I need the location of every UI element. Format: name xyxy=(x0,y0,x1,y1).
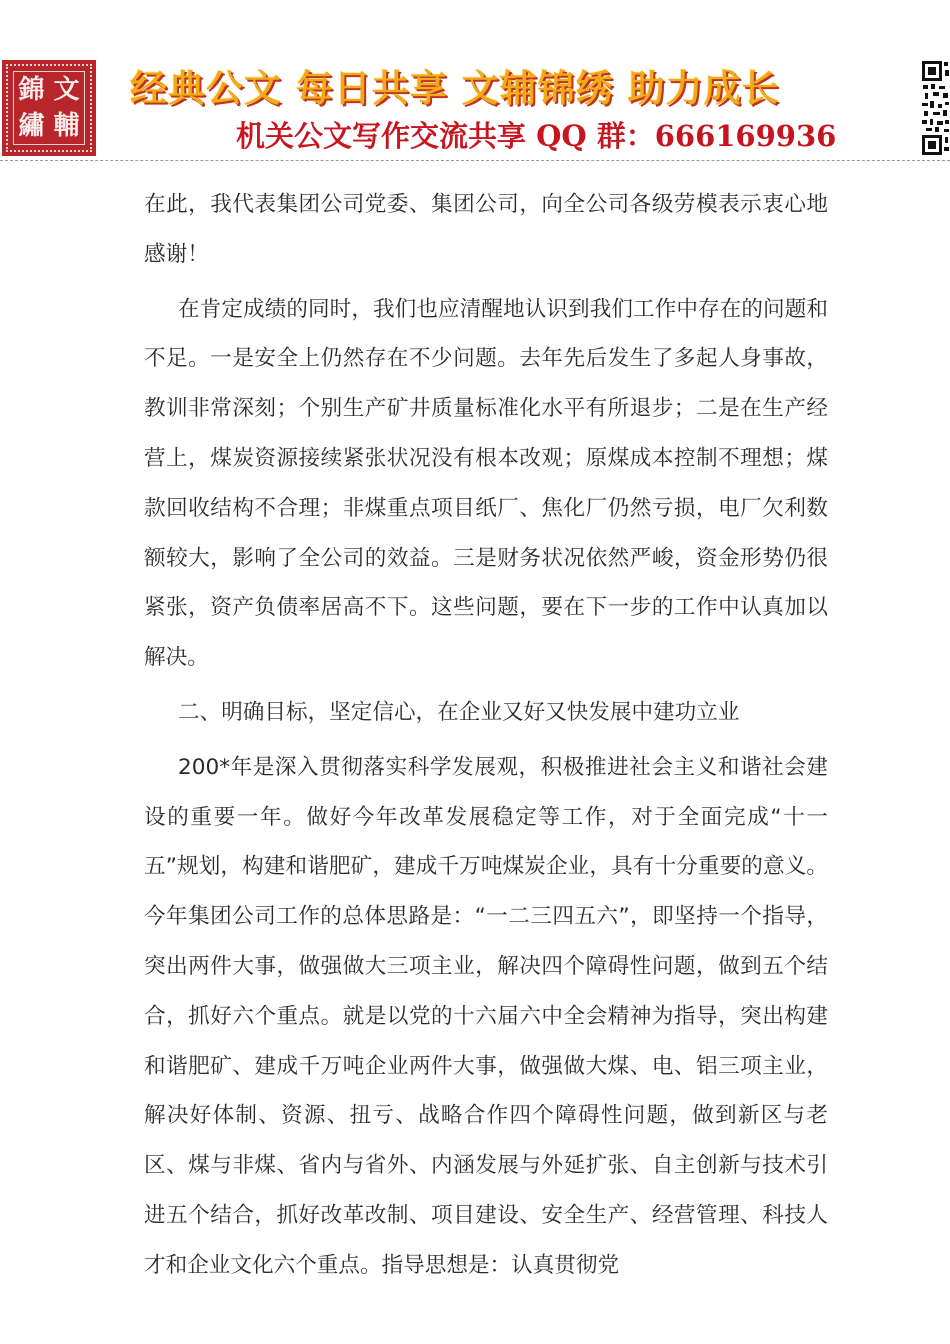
qr-code-icon xyxy=(921,60,950,156)
banner-qq-group: 机关公文写作交流共享 QQ 群：666169936 xyxy=(236,119,837,153)
paragraph: 200*年是深入贯彻落实科学发展观，积极推进社会主义和谐社会建设的重要一年。做好今年改革发展稳定等工作，对于全面完成“十一五”规划，构建和谐肥矿，建成千万吨煤炭企业，具有十分重要的意义。今年集团公司工作的总体思路是：“一二三四五六”，即坚持一个指导，突出两件大事，做强做大三项主业，解决四个障碍性问题，做到五个结合，抓好六个重点。就是以党的十六届六中全会精神为指导，突出构建和谐肥矿、建成千万吨企业两件大事，做强做大煤、电、铝三项主业，解决好体制、资源、扭亏、战略合作四个障碍性问题，做到新区与老区、煤与非煤、省内与省外、内涵发展与外延扩张、自主创新与技术引进五个结合，抓好改革改制、项目建设、安全生产、经营管理、科技人才和企业文化六个重点。指导思想是：认真贯彻党 xyxy=(144,754,828,1278)
seal-char: 文 xyxy=(53,75,80,105)
seal-logo xyxy=(2,60,96,156)
seal-char: 輔 xyxy=(53,111,80,141)
paragraph: 在此，我代表集团公司党委、集团公司，向全公司各级劳模表示衷心地感谢！ xyxy=(144,192,828,267)
seal-characters xyxy=(13,71,85,145)
section-heading: 二、明确目标，坚定信心，在企业又好又快发展中建功立业 xyxy=(178,699,740,725)
document-body xyxy=(144,180,828,1291)
seal-char: 錦 xyxy=(18,75,45,105)
seal-char: 繡 xyxy=(18,111,45,141)
header-banner xyxy=(0,0,950,162)
banner-slogan: 经典公文 每日共享 文辅锦绣 助力成长 xyxy=(130,67,780,110)
banner-divider xyxy=(0,160,950,161)
paragraph: 在肯定成绩的同时，我们也应清醒地认识到我们工作中存在的问题和不足。一是安全上仍然存在不少问题。去年先后发生了多起人身事故，教训非常深刻；个别生产矿井质量标准化水平有所退步；二是在生产经营上，煤炭资源接续紧张状况没有根本改观；原煤成本控制不理想；煤款回收结构不合理；非煤重点项目纸厂、焦化厂仍然亏损，电厂欠利数额较大，影响了全公司的效益。三是财务状况依然严峻，资金形势仍很紧张，资产负债率居高不下。这些问题，要在下一步的工作中认真加以解决。 xyxy=(144,296,828,671)
